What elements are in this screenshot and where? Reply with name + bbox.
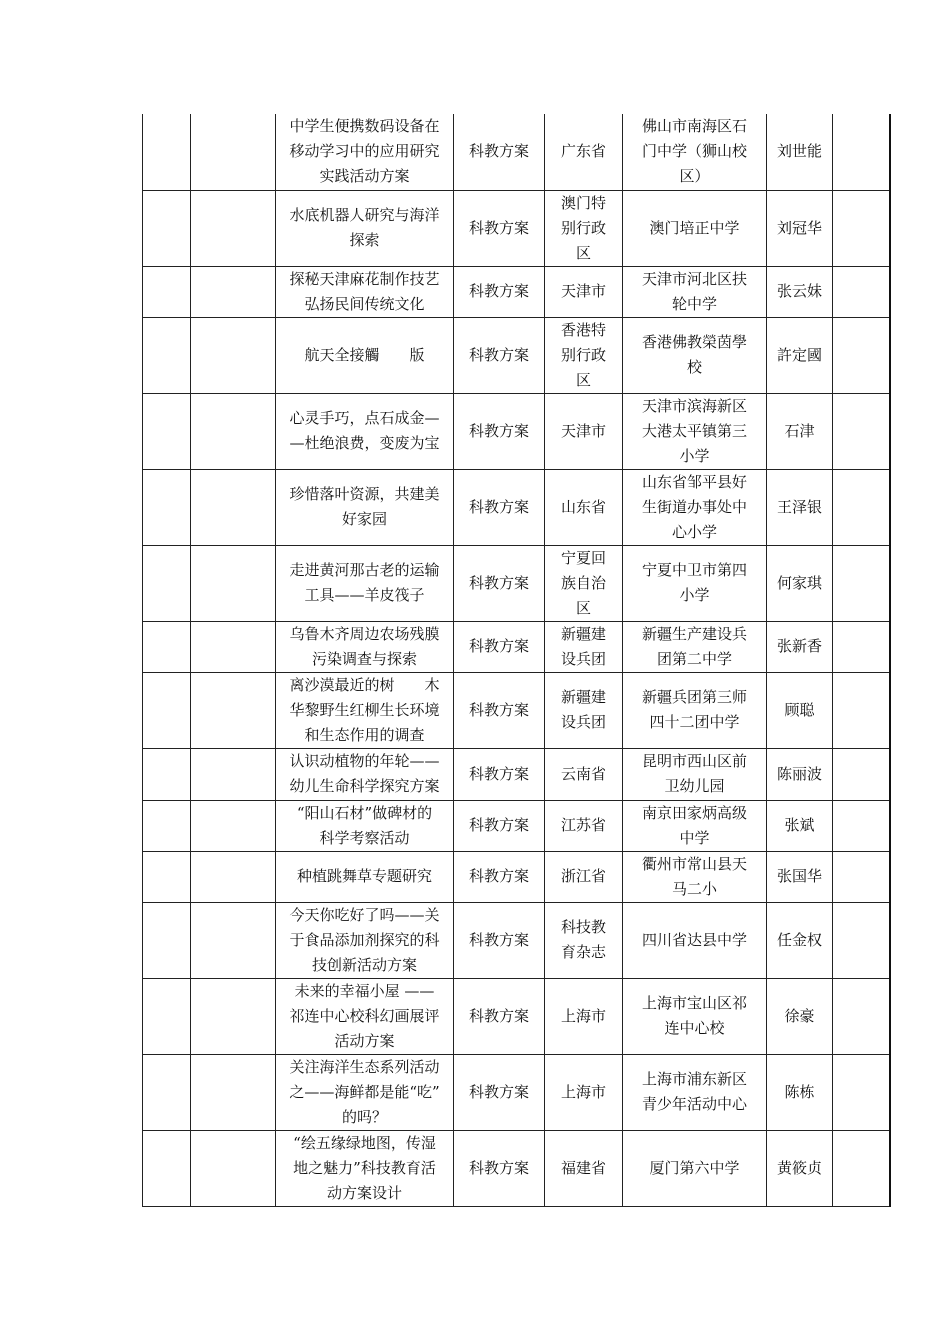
cell-type: 科教方案	[454, 190, 545, 266]
cell-c2	[191, 393, 276, 469]
cell-c8	[833, 748, 890, 800]
table-row	[143, 1054, 890, 1130]
cell-title: “阳山石材”做碑材的 科学考察活动	[276, 800, 454, 851]
cell-region: 浙江省	[545, 851, 623, 902]
cell-type: 科教方案	[454, 266, 545, 317]
cell-person: 王泽银	[767, 469, 833, 545]
table-row	[143, 114, 890, 190]
cell-title: 中学生便携数码设备在 移动学习中的应用研究 实践活动方案	[276, 114, 454, 190]
cell-title: 未来的幸福小屋 —— 祁连中心校科幻画展评 活动方案	[276, 978, 454, 1054]
table-row	[143, 672, 890, 748]
cell-title: 航天全接觸 版	[276, 317, 454, 393]
cell-c8	[833, 1130, 890, 1206]
table-row	[143, 1130, 890, 1206]
cell-region: 新疆建 设兵团	[545, 621, 623, 672]
cell-school: 衢州市常山县天 马二小	[623, 851, 767, 902]
cell-c2	[191, 621, 276, 672]
table-row	[143, 851, 890, 902]
cell-c2	[191, 545, 276, 621]
cell-c1	[143, 545, 191, 621]
cell-region: 上海市	[545, 978, 623, 1054]
cell-school: 新疆兵团第三师 四十二团中学	[623, 672, 767, 748]
cell-c2	[191, 1130, 276, 1206]
cell-c8	[833, 978, 890, 1054]
cell-type: 科教方案	[454, 978, 545, 1054]
cell-title: “绘五缘绿地图，传湿 地之魅力”科技教育活 动方案设计	[276, 1130, 454, 1206]
cell-title: 走进黄河那古老的运输 工具——羊皮筏子	[276, 545, 454, 621]
table-row	[143, 393, 890, 469]
cell-school: 天津市滨海新区 大港太平镇第三 小学	[623, 393, 767, 469]
cell-school: 香港佛教榮茵學 校	[623, 317, 767, 393]
cell-person: 何家琪	[767, 545, 833, 621]
cell-type: 科教方案	[454, 902, 545, 978]
cell-school: 厦门第六中学	[623, 1130, 767, 1206]
cell-school: 新疆生产建设兵 团第二中学	[623, 621, 767, 672]
cell-title: 关注海洋生态系列活动 之——海鲜都是能“吃” 的吗？	[276, 1054, 454, 1130]
cell-type: 科教方案	[454, 469, 545, 545]
table-body	[143, 114, 890, 1206]
cell-person: 顾聪	[767, 672, 833, 748]
cell-school: 天津市河北区扶 轮中学	[623, 266, 767, 317]
cell-region: 山东省	[545, 469, 623, 545]
cell-c8	[833, 621, 890, 672]
cell-type: 科教方案	[454, 851, 545, 902]
cell-c8	[833, 851, 890, 902]
cell-person: 石津	[767, 393, 833, 469]
cell-type: 科教方案	[454, 748, 545, 800]
cell-type: 科教方案	[454, 393, 545, 469]
cell-c1	[143, 114, 191, 190]
cell-c2	[191, 800, 276, 851]
cell-title: 种植跳舞草专题研究	[276, 851, 454, 902]
cell-c2	[191, 114, 276, 190]
cell-c8	[833, 114, 890, 190]
cell-type: 科教方案	[454, 114, 545, 190]
cell-person: 张斌	[767, 800, 833, 851]
cell-region: 科技教 育杂志	[545, 902, 623, 978]
cell-school: 澳门培正中学	[623, 190, 767, 266]
cell-c2	[191, 978, 276, 1054]
cell-c1	[143, 748, 191, 800]
table-row	[143, 266, 890, 317]
cell-region: 香港特 别行政 区	[545, 317, 623, 393]
cell-title: 认识动植物的年轮—— 幼儿生命科学探究方案	[276, 748, 454, 800]
cell-title: 乌鲁木齐周边农场残膜 污染调查与探索	[276, 621, 454, 672]
cell-person: 刘世能	[767, 114, 833, 190]
table-row	[143, 317, 890, 393]
cell-c1	[143, 266, 191, 317]
table-row	[143, 621, 890, 672]
cell-type: 科教方案	[454, 800, 545, 851]
cell-person: 陈丽波	[767, 748, 833, 800]
cell-type: 科教方案	[454, 317, 545, 393]
cell-c1	[143, 851, 191, 902]
cell-school: 佛山市南海区石 门中学（狮山校 区）	[623, 114, 767, 190]
cell-type: 科教方案	[454, 621, 545, 672]
table-row	[143, 978, 890, 1054]
cell-title: 今天你吃好了吗——关 于食品添加剂探究的科 技创新活动方案	[276, 902, 454, 978]
cell-person: 张新香	[767, 621, 833, 672]
cell-c1	[143, 978, 191, 1054]
cell-region: 广东省	[545, 114, 623, 190]
cell-person: 許定國	[767, 317, 833, 393]
cell-c2	[191, 851, 276, 902]
cell-c1	[143, 393, 191, 469]
cell-c2	[191, 902, 276, 978]
cell-type: 科教方案	[454, 545, 545, 621]
cell-c8	[833, 317, 890, 393]
cell-c1	[143, 469, 191, 545]
cell-person: 张国华	[767, 851, 833, 902]
cell-c2	[191, 266, 276, 317]
cell-person: 张云妹	[767, 266, 833, 317]
cell-school: 山东省邹平县好 生街道办事处中 心小学	[623, 469, 767, 545]
cell-school: 南京田家炳高级 中学	[623, 800, 767, 851]
cell-c2	[191, 190, 276, 266]
cell-school: 四川省达县中学	[623, 902, 767, 978]
cell-c2	[191, 469, 276, 545]
cell-c2	[191, 1054, 276, 1130]
cell-c1	[143, 621, 191, 672]
cell-title: 珍惜落叶资源，共建美 好家园	[276, 469, 454, 545]
cell-region: 天津市	[545, 266, 623, 317]
cell-region: 福建省	[545, 1130, 623, 1206]
cell-title: 离沙漠最近的树 木 华黎野生红柳生长环境 和生态作用的调查	[276, 672, 454, 748]
cell-c1	[143, 800, 191, 851]
cell-person: 陈栋	[767, 1054, 833, 1130]
cell-c2	[191, 317, 276, 393]
cell-type: 科教方案	[454, 1054, 545, 1130]
table-row	[143, 469, 890, 545]
cell-c2	[191, 748, 276, 800]
cell-school: 上海市宝山区祁 连中心校	[623, 978, 767, 1054]
cell-c8	[833, 190, 890, 266]
cell-title: 探秘天津麻花制作技艺 弘扬民间传统文化	[276, 266, 454, 317]
cell-region: 新疆建 设兵团	[545, 672, 623, 748]
cell-c2	[191, 672, 276, 748]
cell-c1	[143, 1130, 191, 1206]
cell-c1	[143, 1054, 191, 1130]
table-row	[143, 545, 890, 621]
cell-c8	[833, 1054, 890, 1130]
table-row	[143, 190, 890, 266]
cell-region: 天津市	[545, 393, 623, 469]
cell-c8	[833, 800, 890, 851]
cell-title: 水底机器人研究与海洋 探索	[276, 190, 454, 266]
table-row	[143, 800, 890, 851]
cell-c8	[833, 393, 890, 469]
cell-c8	[833, 469, 890, 545]
award-list-table	[142, 114, 891, 1207]
cell-c1	[143, 317, 191, 393]
cell-c8	[833, 545, 890, 621]
cell-region: 澳门特 别行政 区	[545, 190, 623, 266]
cell-person: 黄筱贞	[767, 1130, 833, 1206]
cell-person: 任金权	[767, 902, 833, 978]
cell-region: 云南省	[545, 748, 623, 800]
cell-school: 上海市浦东新区 青少年活动中心	[623, 1054, 767, 1130]
cell-c1	[143, 190, 191, 266]
table-row	[143, 748, 890, 800]
cell-c8	[833, 902, 890, 978]
cell-c1	[143, 902, 191, 978]
cell-type: 科教方案	[454, 672, 545, 748]
cell-c1	[143, 672, 191, 748]
cell-c8	[833, 266, 890, 317]
cell-c8	[833, 672, 890, 748]
table-row	[143, 902, 890, 978]
cell-type: 科教方案	[454, 1130, 545, 1206]
cell-title: 心灵手巧，点石成金— —杜绝浪费，变废为宝	[276, 393, 454, 469]
cell-region: 上海市	[545, 1054, 623, 1130]
cell-region: 宁夏回 族自治 区	[545, 545, 623, 621]
cell-school: 昆明市西山区前 卫幼儿园	[623, 748, 767, 800]
cell-region: 江苏省	[545, 800, 623, 851]
cell-person: 徐豪	[767, 978, 833, 1054]
cell-school: 宁夏中卫市第四 小学	[623, 545, 767, 621]
cell-person: 刘冠华	[767, 190, 833, 266]
